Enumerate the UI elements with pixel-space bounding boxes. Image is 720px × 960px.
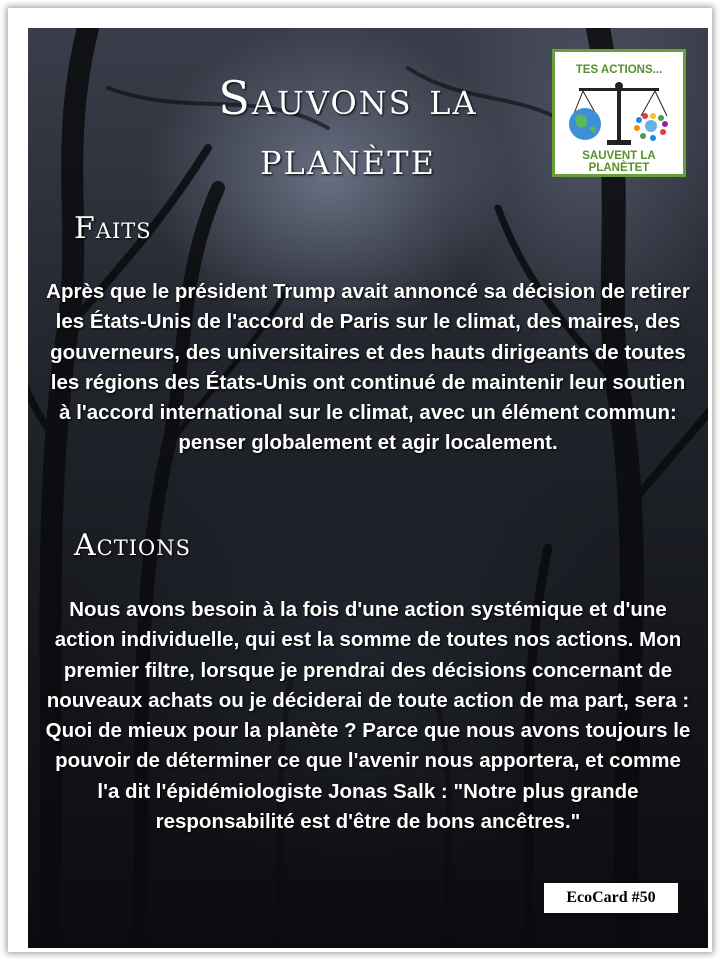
logo-top-text: TES ACTIONS... [575,64,663,76]
actions-paragraph: Nous avons besoin à la fois d'une action systémique et d'une action individuelle, qui est la somme de toutes nos actions. Mon premier filtre, lorsque je prendrai des décisions concernant de nouveaux achats ou je déciderai de toute action de ma part, sera : Quoi de mieux pour la planète ? Parce que nous avons toujours le pouvoir de déterminer ce que l'avenir nous apportera, et comme l'a dit l'épidémiologiste Jonas Salk : "Notre plus grande responsabilité est d'être de bons ancêtres." [45,598,691,834]
ecocard-number-badge: EcoCard #50 [544,883,678,913]
scale-with-earth-and-people-icon [567,78,671,148]
ecocard [28,28,708,948]
card-frame [8,8,712,952]
actions-heading: Actions [74,528,192,563]
logo-bottom-line2: PLANÈTET [588,162,650,174]
facts-heading: Faits [74,211,152,246]
logo-bottom-line1: SAUVENT LA [582,150,656,162]
logo [552,49,686,177]
facts-paragraph: Après que le président Trump avait annoncé sa décision de retirer les États-Unis de l'accord de Paris sur le climat, des maires, des gouverneurs, des universitaires et des hauts dirigeants de toutes les régions des États-Unis ont continué de maintenir leur soutien à l'accord international sur le climat, avec un élément commun: penser globalement et agir localement. [46,280,690,455]
page-title: Sauvons la planète [218,71,478,185]
logo-bottom-text [555,150,683,174]
